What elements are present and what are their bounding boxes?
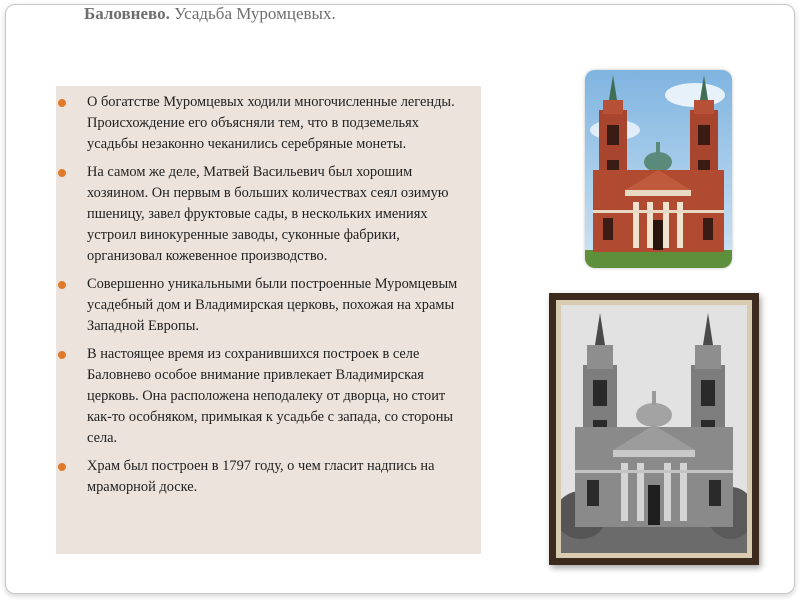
bullet-item [56, 456, 473, 498]
bullet-item [56, 162, 473, 267]
slide-title [84, 4, 336, 24]
bullet-item [56, 274, 473, 337]
bullet-text: Храм был построен в 1797 году, о чем гласит надпись на мраморной доске. [87, 458, 435, 495]
title-rest: Усадьба Муромцевых. [169, 4, 336, 23]
text-panel [56, 86, 481, 554]
bullet-dot-icon [58, 169, 66, 177]
bullet-item [56, 344, 473, 449]
bullet-text: В настоящее время из сохранившихся построек в селе Баловнево особое внимание привлекает Владимирская церковь. Она расположена неподалеку от дворца, но стоит как-то особняком, примыкая к усадьбе с запада, со стороны села. [87, 346, 454, 446]
bullet-dot-icon [58, 463, 66, 471]
bullet-text: На самом же деле, Матвей Васильевич был хорошим хозяином. Он первым в больших количествах сеял озимую пшеницу, завел фруктовые сады, в нескольких имениях устроил винокуренные заводы, суконные фабрики, организовал кожевенное производство. [87, 164, 449, 264]
church-photo-bw [561, 305, 747, 553]
church-photo-color [585, 70, 732, 268]
bullet-dot-icon [58, 351, 66, 359]
title-bold: Баловнево. [84, 4, 170, 23]
church-photo-framed [549, 293, 759, 565]
bullet-text: О богатстве Муромцевых ходили многочисленные легенды. Происхождение его объясняли тем, что в подземельях усадьбы незаконно чеканились серебряные монеты. [87, 94, 455, 152]
bullet-list [56, 86, 481, 498]
bullet-dot-icon [58, 281, 66, 289]
bullet-dot-icon [58, 99, 66, 107]
bullet-item [56, 92, 473, 155]
bullet-text: Совершенно уникальными были построенные Муромцевым усадебный дом и Владимирская церковь, похожая на храмы Западной Европы. [87, 276, 458, 334]
